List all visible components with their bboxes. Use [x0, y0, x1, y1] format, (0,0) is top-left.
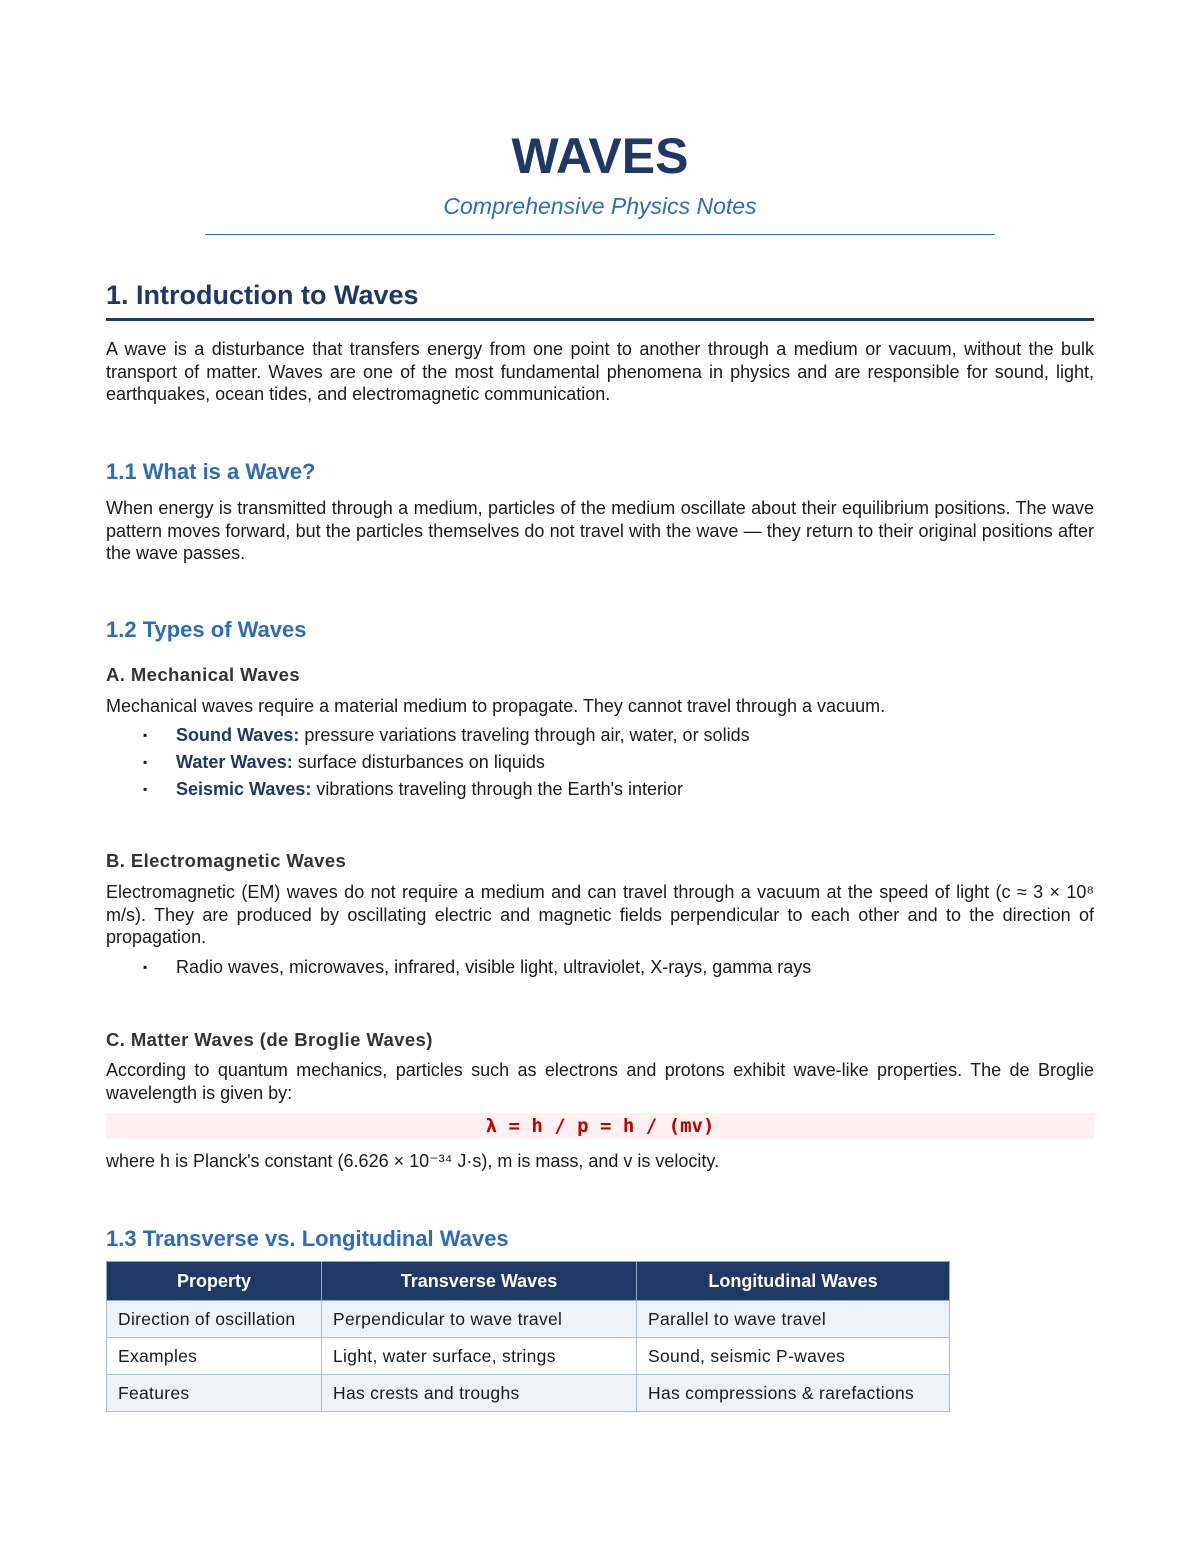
table-cell: Sound, seismic P-waves: [637, 1338, 950, 1375]
bullet-icon: ▪: [143, 755, 148, 769]
mechanical-waves-heading: A. Mechanical Waves: [106, 664, 301, 685]
mechanical-waves-list: [106, 722, 1094, 803]
list-item: [106, 954, 1094, 981]
table-cell: Light, water surface, strings: [322, 1338, 637, 1375]
document-title: WAVES: [511, 128, 689, 184]
table-row: [107, 1301, 950, 1338]
section-1-divider: [106, 318, 1094, 321]
table-row: [107, 1338, 950, 1375]
matter-waves-body: According to quantum mechanics, particles such as electrons and protons exhibit wave-like properties. The de Broglie wavelength is given by:: [106, 1060, 1094, 1103]
section-1-1-body: When energy is transmitted through a medium, particles of the medium oscillate about their equilibrium positions. The wave pattern moves forward, but the particles themselves do not travel with the wave — they return to their original positions after the wave passes.: [106, 498, 1094, 563]
section-1-2-heading: 1.2 Types of Waves: [106, 617, 307, 642]
column-header: Longitudinal Waves: [637, 1262, 950, 1301]
title-divider: [205, 234, 995, 235]
section-1-intro: A wave is a disturbance that transfers energy from one point to another through a medium or vacuum, without the bulk transport of matter. Waves are one of the most fundamental phenomena in physics and are responsible for sound, light, earthquakes, ocean tides, and electromagnetic communication.: [106, 339, 1094, 404]
bullet-term: Seismic Waves:: [176, 779, 312, 799]
em-waves-list: [106, 954, 1094, 981]
section-1-heading: 1. Introduction to Waves: [106, 280, 419, 310]
formula-explanation: where h is Planck's constant (6.626 × 10⁻³⁴ J·s), m is mass, and v is velocity.: [106, 1151, 720, 1171]
matter-waves-heading: C. Matter Waves (de Broglie Waves): [106, 1029, 433, 1050]
bullet-text: vibrations traveling through the Earth's interior: [311, 779, 684, 799]
bullet-icon: ▪: [143, 960, 148, 974]
table-header-row: [107, 1262, 950, 1301]
table-row: [107, 1375, 950, 1412]
list-item: [106, 722, 1094, 749]
list-item: [106, 749, 1094, 776]
column-header: Transverse Waves: [322, 1262, 637, 1301]
bullet-term: Water Waves:: [176, 752, 293, 772]
mechanical-waves-body: Mechanical waves require a material medium to propagate. They cannot travel through a vacuum.: [106, 696, 886, 716]
table-cell: Features: [107, 1375, 322, 1412]
table-cell: Perpendicular to wave travel: [322, 1301, 637, 1338]
document-subtitle: Comprehensive Physics Notes: [443, 193, 757, 219]
em-waves-body: Electromagnetic (EM) waves do not require a medium and can travel through a vacuum at the speed of light (c ≈ 3 × 10⁸ m/s). They are produced by oscillating electric and magnetic fields perpendicular to each other and to the direction of propagation.: [106, 882, 1094, 947]
bullet-text: Radio waves, microwaves, infrared, visible light, ultraviolet, X-rays, gamma rays: [176, 957, 812, 977]
comparison-table: [106, 1261, 950, 1412]
bullet-text: pressure variations traveling through air, water, or solids: [299, 725, 750, 745]
bullet-text: surface disturbances on liquids: [292, 752, 545, 772]
list-item: [106, 776, 1094, 803]
bullet-term: Sound Waves:: [176, 725, 300, 745]
table-cell: Has crests and troughs: [322, 1375, 637, 1412]
bullet-icon: ▪: [143, 728, 148, 742]
em-waves-heading: B. Electromagnetic Waves: [106, 850, 347, 871]
bullet-icon: ▪: [143, 782, 148, 796]
section-1-1-heading: 1.1 What is a Wave?: [106, 459, 316, 484]
section-1-3-heading: 1.3 Transverse vs. Longitudinal Waves: [106, 1226, 509, 1251]
column-header: Property: [107, 1262, 322, 1301]
table-cell: Has compressions & rarefactions: [637, 1375, 950, 1412]
de-broglie-formula: λ = h / p = h / (mv): [106, 1113, 1094, 1139]
table-cell: Examples: [107, 1338, 322, 1375]
table-cell: Direction of oscillation: [107, 1301, 322, 1338]
table-cell: Parallel to wave travel: [637, 1301, 950, 1338]
